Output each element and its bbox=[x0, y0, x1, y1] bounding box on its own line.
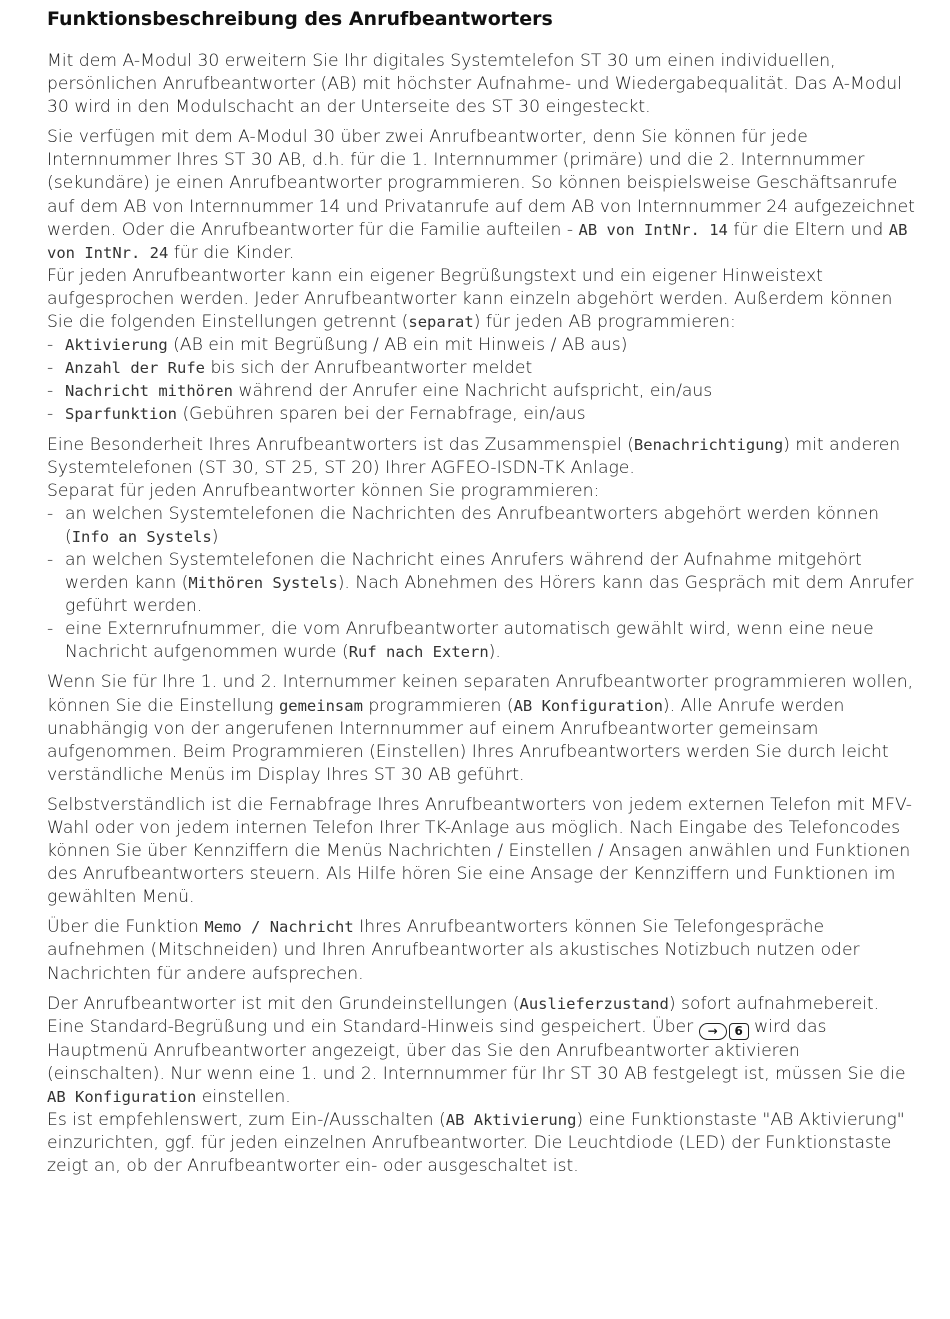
manual-page bbox=[47, 6, 919, 1178]
display-text-gemeinsam: gemeinsam bbox=[278, 696, 363, 715]
display-text-auslieferzustand: Auslieferzustand bbox=[519, 994, 669, 1013]
settings-list bbox=[47, 334, 919, 426]
display-text-benachrichtigung: Benachrichtigung bbox=[633, 435, 784, 454]
display-text-ab-aktivierung: AB Aktivierung bbox=[445, 1111, 577, 1130]
display-text-memo-nachricht: Memo / Nachricht bbox=[204, 918, 354, 937]
display-text-ab-24: AB von IntNr. 24 bbox=[47, 220, 908, 262]
list-item: - Sparfunktion (Gebühren sparen bei der Fernabfrage, ein/aus bbox=[47, 404, 586, 425]
list-item: - an welchen Systemtelefonen die Nachrichten des Anrufbeantworters abgehört werden können (Info an Systels) bbox=[47, 503, 880, 547]
remote-access-paragraph: Selbstverständlich ist die Fernabfrage Ihres Anrufbeantworters von jedem externen Telefon mit MFV-Wahl oder von jedem internen Telefon Ihrer TK-Anlage aus möglich. Nach Eingabe des Telefoncodes können Sie über Kennziffern die Menüs Nachrichten / Einstellen / Ansagen anwählen und Funktionen des Anrufbeantworters steuern. Als Hilfe hören Sie eine Ansage der Kennziffern und Funktionen im gewählten Menü. bbox=[47, 794, 912, 908]
key-sequence bbox=[699, 1023, 749, 1040]
default-settings-paragraph: Der Anrufbeantworter ist mit den Grundeinstellungen (Auslieferzustand) sofort aufnahmebereit. Eine Standard-Begrüßung und ein Standard-Hinweis sind gespeichert. Über → 6 wird das Hauptmenü Anrufbeantworter angezeigt, über das Sie den Anrufbeantworter aktivieren (einschalten). Nur wenn eine 1. und 2. Internnummer für Ihr ST 30 AB festgelegt ist, müssen Sie die AB Konfiguration einstellen. Es ist empfehlenswert, zum Ein-/Ausschalten (AB Aktivierung) eine Funktionstaste "AB Aktivierung" einzurichten, ggf. für jeden einzelnen Anrufbeantworter. Die Leuchtdiode (LED) der Funktionstaste zeigt an, ob der Anrufbeantworter ein- oder ausgeschaltet ist. bbox=[47, 993, 906, 1177]
greeting-settings-paragraph: Für jeden Anrufbeantworter kann ein eigener Begrüßungstext und ein eigener Hinweistext aufgesprochen werden. Jeder Anrufbeantworter kann einzeln abgehört werden. Außerdem können Sie die folgenden Einstellungen getrennt (separat) für jeden AB programmieren: bbox=[47, 265, 893, 333]
list-item: - an welchen Systemtelefonen die Nachricht eines Anrufers während der Aufnahme mitgehört werden kann (Mithören Systels). Nach Abnehmen des Hörers kann das Gespräch mit dem Anrufer geführt werden. bbox=[47, 549, 914, 617]
list-item: - Nachricht mithören während der Anrufer eine Nachricht aufspricht, ein/aus bbox=[47, 381, 713, 402]
system-phone-list bbox=[47, 503, 919, 665]
display-text-ab-14: AB von IntNr. 14 bbox=[578, 220, 728, 239]
shared-configuration-paragraph: Wenn Sie für Ihre 1. und 2. Internummer keinen separaten Anrufbeantworter programmieren wollen, können Sie die Einstellung gemeinsam programmieren (AB Konfiguration). Alle Anrufe werden unabhängig von der angerufenen Internnummer auf einem Anrufbeantworter gemeinsam aufgenommen. Beim Programmieren (Einstellen) Ihres Anrufbeantworters werden Sie durch leicht verständliche Menüs im Display Ihres ST 30 AB geführt. bbox=[47, 672, 914, 785]
list-item: - Aktivierung (AB ein mit Begrüßung / AB ein mit Hinweis / AB aus) bbox=[47, 335, 628, 356]
arrow-key-icon: → bbox=[699, 1023, 727, 1040]
list-item: - Anzahl der Rufe bis sich der Anrufbeantworter meldet bbox=[47, 358, 533, 379]
memo-paragraph: Über die Funktion Memo / Nachricht Ihres Anrufbeantworters können Sie Telefongespräche aufnehmen (Mitschneiden) und Ihren Anrufbeantworter als akustisches Notizbuch nutzen oder Nachrichten für andere aufsprechen. bbox=[47, 917, 860, 984]
display-text-ab-konfiguration: AB Konfiguration bbox=[513, 696, 663, 715]
list-item: - eine Externrufnummer, die vom Anrufbeantworter automatisch gewählt wird, wenn eine neue Nachricht aufgenommen wurde (Ruf nach Extern). bbox=[47, 619, 874, 663]
digit-6-key-icon: 6 bbox=[729, 1023, 749, 1040]
display-text-ab-konfiguration-2: AB Konfiguration bbox=[47, 1087, 197, 1106]
two-answering-machines-paragraph: Sie verfügen mit dem A-Modul 30 über zwei Anrufbeantworter, denn Sie können für jede Internnummer Ihres ST 30 AB, d.h. für die 1. Internnummer (primäre) und die 2. Internnummer (sekundäre) je einen Anrufbeantworter programmieren. So können beispielsweise Geschäftsanrufe auf dem AB von Internnummer 14 und Privatanrufe auf dem AB von Internnummer 24 aufgezeichnet werden. Oder die Anrufbeantworter für die Familie aufteilen - AB von IntNr. 14 für die Eltern und AB von IntNr. 24 für die Kinder. bbox=[47, 127, 915, 263]
intro-paragraph: Mit dem A-Modul 30 erweitern Sie Ihr digitales Systemtelefon ST 30 um einen individuellen, persönlichen Anrufbeantworter (AB) mit höchster Aufnahme- und Wiedergabequalität. Das A-Modul 30 wird in den Modulschacht an der Unterseite des ST 30 eingesteckt. bbox=[47, 51, 902, 118]
notification-paragraph: Eine Besonderheit Ihres Anrufbeantworters ist das Zusammenspiel (Benachrichtigung) mit anderen Systemtelefonen (ST 30, ST 25, ST 20) Ihrer AGFEO-ISDN-TK Anlage. Separat für jeden Anrufbeantworter können Sie programmieren: bbox=[47, 434, 901, 501]
page-title: Funktionsbeschreibung des Anrufbeantworters bbox=[47, 8, 553, 30]
display-text-separat: separat bbox=[408, 313, 474, 332]
